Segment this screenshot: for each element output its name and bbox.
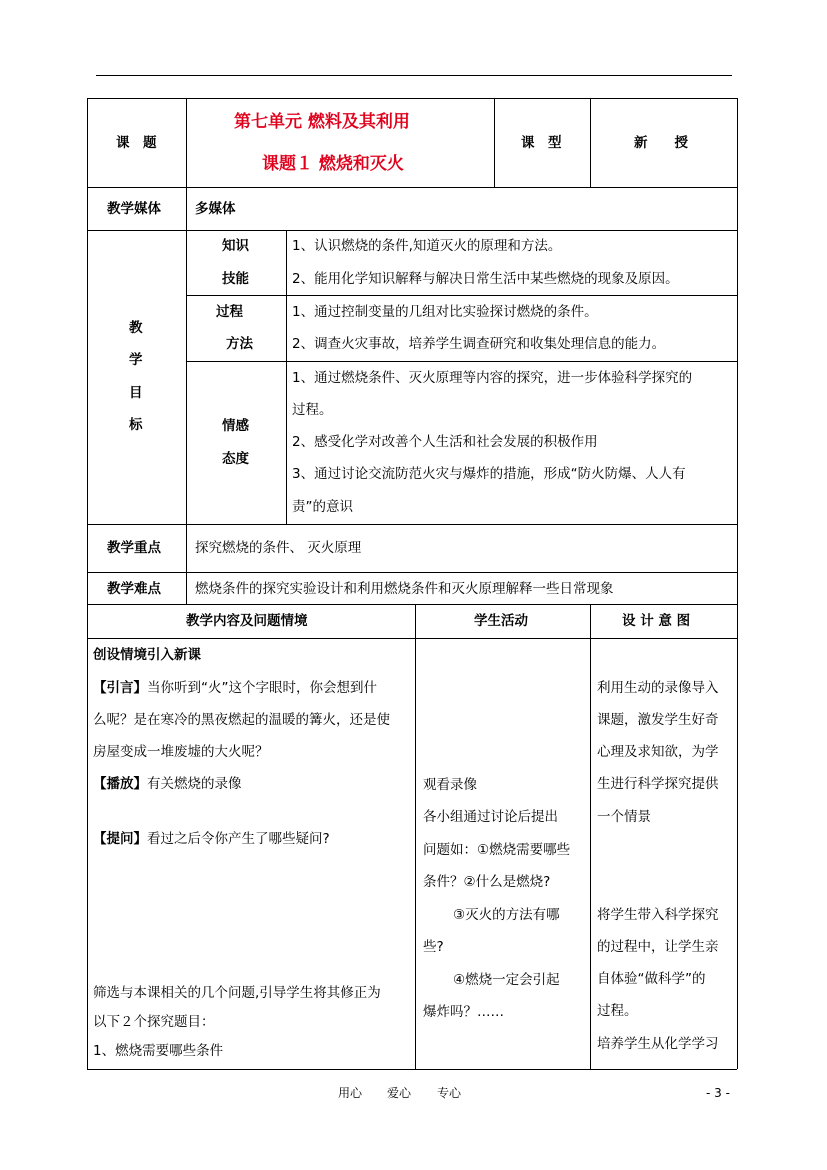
process-label-1: 过程 xyxy=(216,304,243,320)
key-value: 探究燃烧的条件、 灭火原理 xyxy=(195,540,362,556)
header-rule xyxy=(96,75,732,76)
media-label: 教学媒体 xyxy=(107,201,161,217)
content-heading: 创设情境引入新课 xyxy=(93,647,201,663)
footer-motto-2: 爱心 xyxy=(387,1086,412,1100)
knowledge-item-2: 2、能用化学知识解释与解决日常生活中某些燃烧的现象及原因。 xyxy=(292,271,679,287)
knowledge-label-2: 技能 xyxy=(222,271,249,287)
process-label-2: 方法 xyxy=(226,336,253,352)
footer-motto-3: 专心 xyxy=(437,1086,462,1100)
type-value: 新 授 xyxy=(634,135,688,151)
process-item-1: 1、通过控制变量的几组对比实验探讨燃烧的条件。 xyxy=(292,304,598,320)
topic-label: 课 题 xyxy=(116,135,157,151)
page-number: - 3 - xyxy=(706,1086,730,1100)
objectives-label-3: 目 xyxy=(129,385,143,401)
key-label: 教学重点 xyxy=(107,540,161,556)
unit-title: 第七单元 燃料及其利用 xyxy=(234,112,410,132)
difficulty-label: 教学难点 xyxy=(107,581,161,597)
footer-motto-1: 用心 xyxy=(338,1086,363,1100)
difficulty-value: 燃烧条件的探究实验设计和利用燃烧条件和灭火原理解释一些日常现象 xyxy=(195,581,614,597)
knowledge-label-1: 知识 xyxy=(222,238,249,254)
knowledge-item-1: 1、认识燃烧的条件,知道灭火的原理和方法。 xyxy=(292,238,562,254)
process-item-2: 2、调查火灾事故，培养学生调查研究和收集处理信息的能力。 xyxy=(292,336,666,352)
header-content: 教学内容及问题情境 xyxy=(186,613,308,629)
emotion-label-2: 态度 xyxy=(222,451,249,467)
media-value: 多媒体 xyxy=(195,201,236,217)
emotion-label-1: 情感 xyxy=(222,418,249,434)
header-design: 设 计 意 图 xyxy=(622,613,691,629)
lesson-title: 课题１ 燃烧和灭火 xyxy=(262,154,404,174)
header-activity: 学生活动 xyxy=(474,613,528,629)
type-label: 课 型 xyxy=(521,135,562,151)
